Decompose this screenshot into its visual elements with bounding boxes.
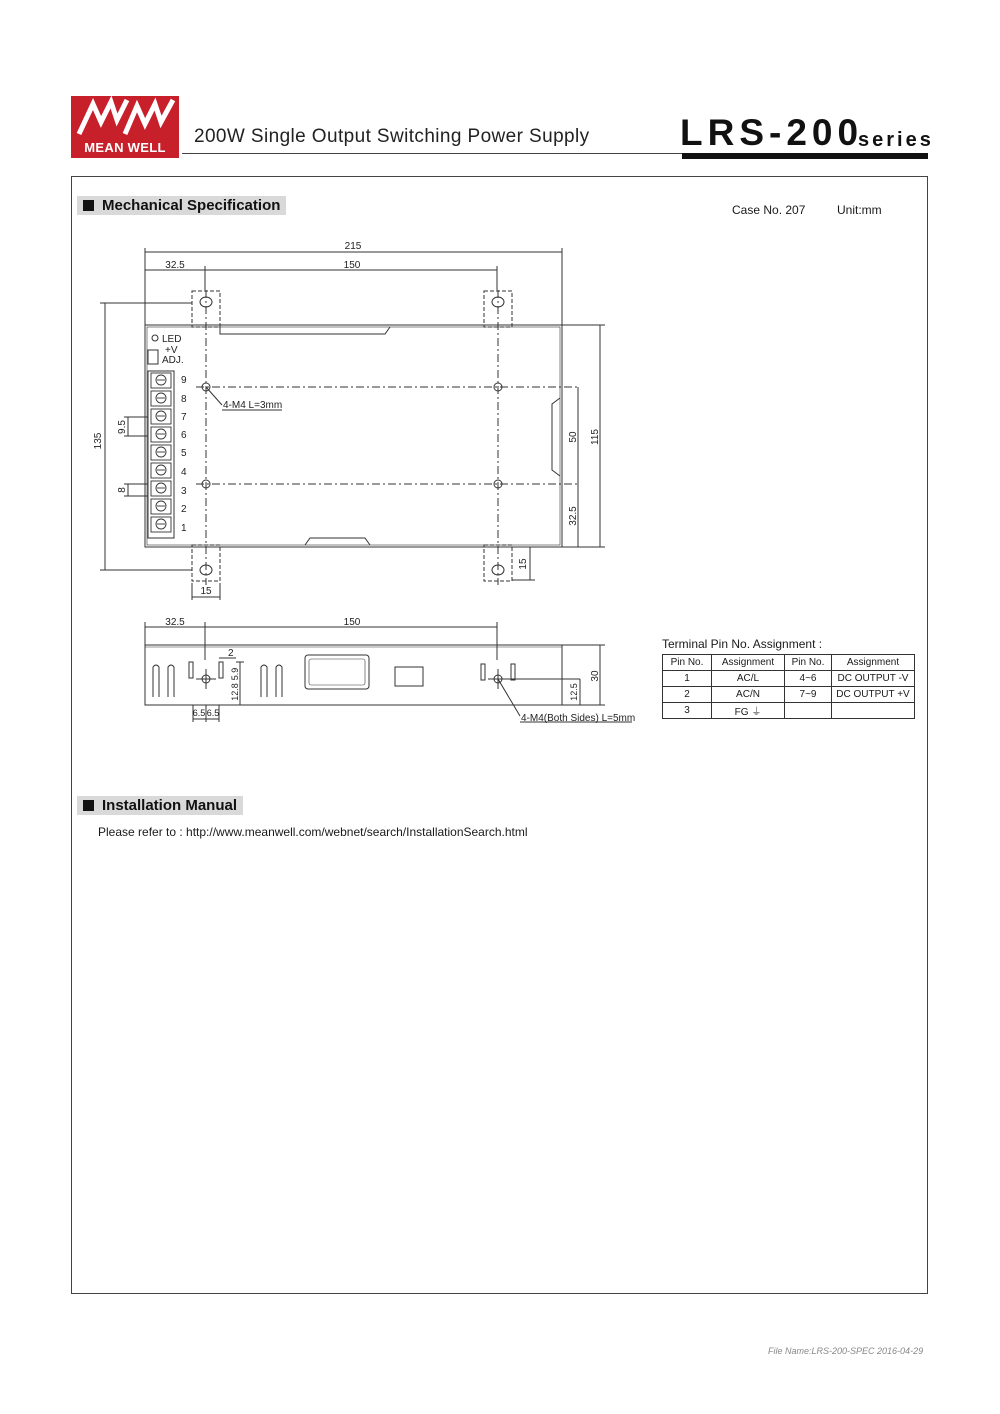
table-cell: 1 <box>663 671 712 687</box>
table-cell: 3 <box>663 703 712 719</box>
dim-pitch-9-5: 9.5 <box>117 420 128 434</box>
terminal-number: 3 <box>181 486 187 497</box>
side-dim-2: 2 <box>228 648 234 659</box>
terminal-number: 8 <box>181 394 187 405</box>
table-row <box>663 687 915 703</box>
mean-well-logo <box>71 96 179 158</box>
dim-right-bottom: 32.5 <box>568 506 579 526</box>
screw-note-top: 4-M4 L=3mm <box>223 400 283 411</box>
side-view-drawing <box>100 612 640 727</box>
side-dim-6-5a: 6.5 <box>192 708 206 718</box>
side-dim-height: 30 <box>590 670 601 682</box>
model-name: LRS-200 <box>680 112 864 153</box>
dim-hole-spacing: 150 <box>343 260 361 271</box>
unit-label: Unit:mm <box>837 203 882 217</box>
side-dim-hole-spacing: 150 <box>343 617 361 628</box>
screw-note-side: 4-M4(Both Sides) L=5mm <box>521 713 636 724</box>
table-row <box>663 703 915 719</box>
vadj-plus-label: +V <box>165 345 178 356</box>
file-name-footer: File Name:LRS-200-SPEC 2016-04-29 <box>768 1346 924 1356</box>
brand-name: MEAN WELL <box>84 140 166 155</box>
installation-heading <box>77 796 243 815</box>
dim-tab: 15 <box>200 586 212 597</box>
terminal-number: 9 <box>181 375 187 386</box>
table-cell: 4~6 <box>785 671 832 687</box>
dim-right-hole-spacing: 50 <box>568 431 579 443</box>
vadj-label: ADJ. <box>162 355 184 366</box>
dim-height: 135 <box>93 432 104 450</box>
mechanical-spec-heading <box>77 196 286 215</box>
terminal-number: 5 <box>181 448 187 459</box>
table-cell: AC/L <box>712 671 785 687</box>
table-row <box>663 671 915 687</box>
table-header: Pin No. <box>663 655 712 671</box>
dim-total-width: 215 <box>344 241 362 252</box>
side-dim-12-5: 12.5 <box>569 683 579 701</box>
dim-tab-right: 15 <box>518 558 529 570</box>
table-header: Assignment <box>832 655 915 671</box>
series-label: series <box>858 129 934 151</box>
document-subtitle: 200W Single Output Switching Power Supply <box>194 126 590 147</box>
installation-title: Installation Manual <box>102 797 238 814</box>
dim-right-height: 115 <box>590 429 601 445</box>
table-cell: 7~9 <box>785 687 832 703</box>
table-cell <box>832 703 915 719</box>
terminal-number: 1 <box>181 523 187 534</box>
header-rule <box>182 153 682 154</box>
bullet-square-icon <box>83 200 94 211</box>
side-dim-6-5b: 6.5 <box>206 708 220 718</box>
table-header-row <box>663 655 915 671</box>
table-cell: DC OUTPUT -V <box>832 671 915 687</box>
table-cell: AC/N <box>712 687 785 703</box>
table-cell: 2 <box>663 687 712 703</box>
terminal-number: 7 <box>181 412 187 423</box>
terminal-table-title: Terminal Pin No. Assignment : <box>662 637 823 651</box>
table-header: Assignment <box>712 655 785 671</box>
bullet-square-icon <box>83 800 94 811</box>
top-view-drawing <box>80 230 620 610</box>
mw-logo-mark <box>71 96 179 142</box>
terminal-table <box>662 654 915 719</box>
side-dim-left-offset: 32.5 <box>165 617 185 628</box>
led-label: LED <box>162 334 182 345</box>
table-cell: DC OUTPUT +V <box>832 687 915 703</box>
terminal-number: 6 <box>181 430 187 441</box>
terminal-number: 2 <box>181 504 187 515</box>
mechanical-spec-title: Mechanical Specification <box>102 197 281 214</box>
case-number: Case No. 207 <box>732 203 806 217</box>
side-dim-12-8: 12.8 <box>230 683 240 701</box>
table-cell <box>785 703 832 719</box>
table-cell: FG ⏚ <box>712 703 785 719</box>
header-rule-bold <box>682 153 928 159</box>
terminal-number: 4 <box>181 467 187 478</box>
dim-pitch-8: 8 <box>117 487 128 493</box>
dim-left-offset: 32.5 <box>165 260 185 271</box>
installation-link-text[interactable]: Please refer to : http://www.meanwell.com/webnet/search/InstallationSearch.html <box>98 825 528 839</box>
side-dim-5-9: 5.9 <box>230 667 240 681</box>
table-header: Pin No. <box>785 655 832 671</box>
